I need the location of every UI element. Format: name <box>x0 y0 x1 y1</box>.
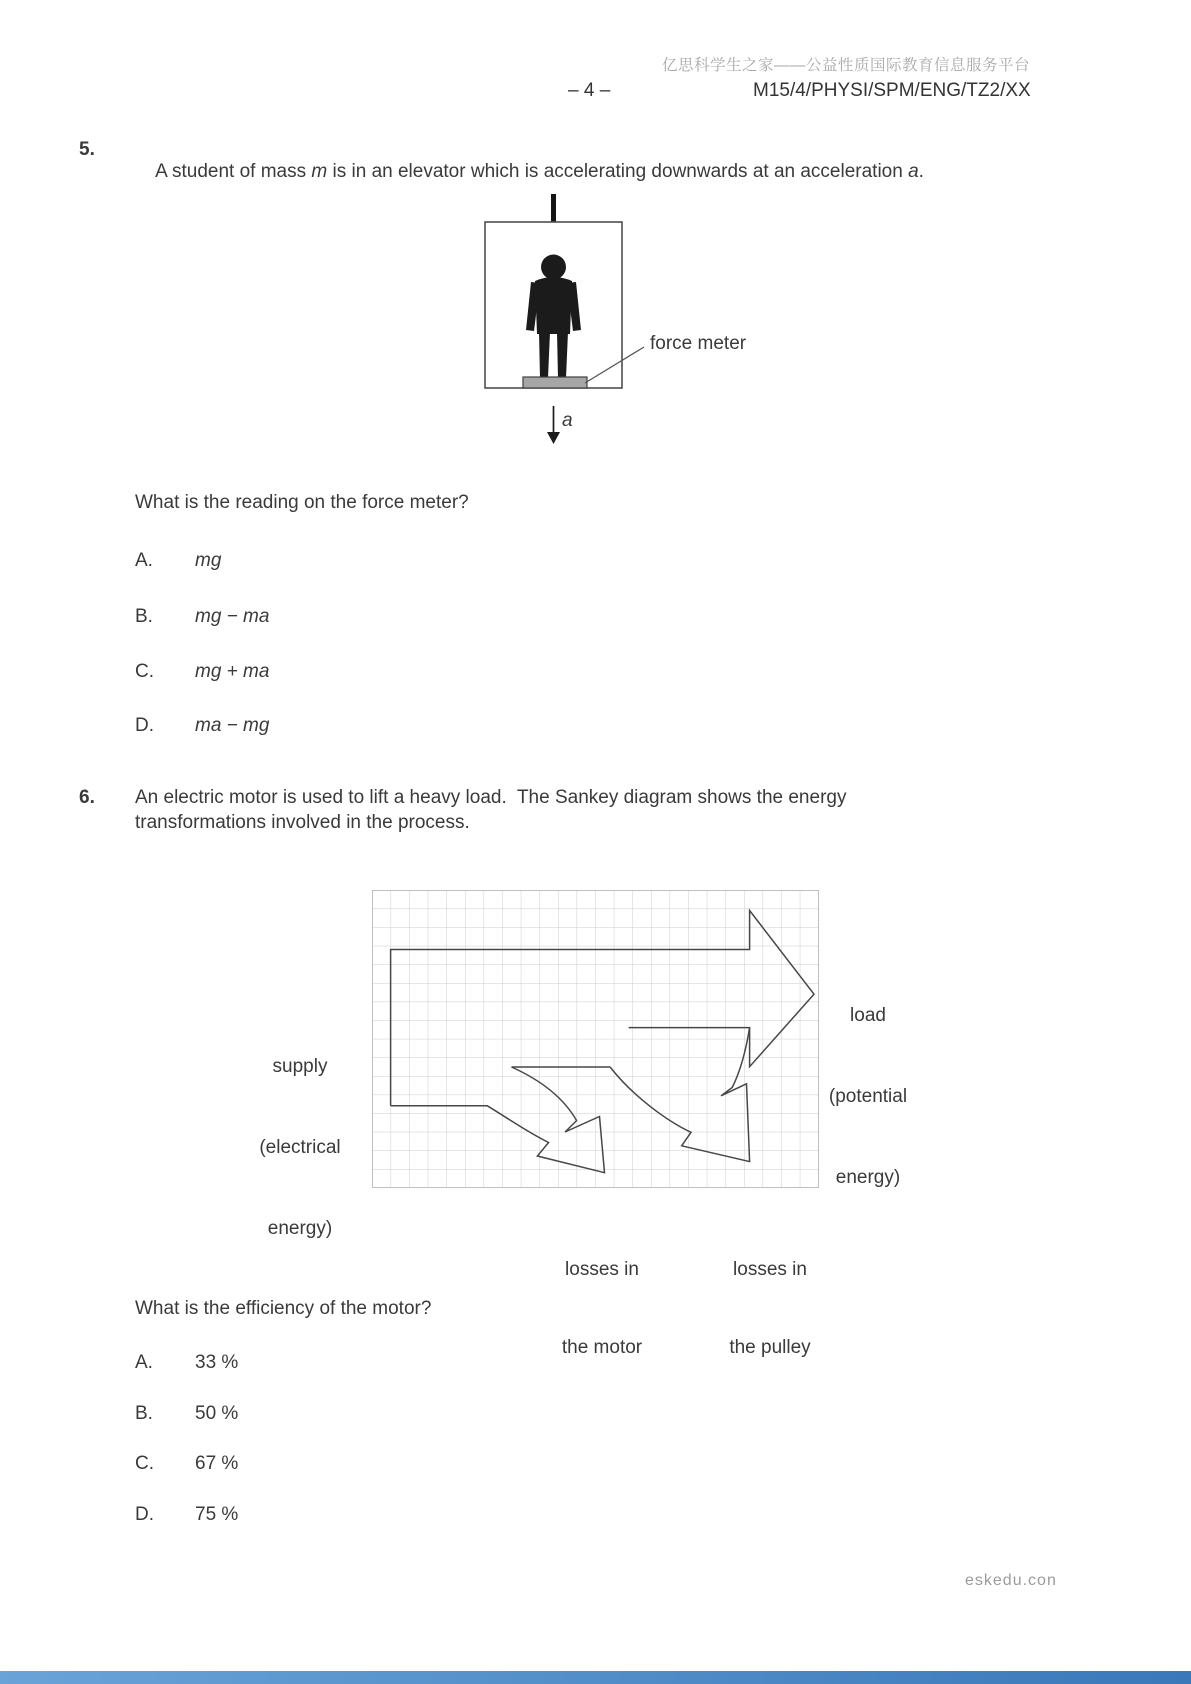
q6-option-d-value: 75 % <box>195 1504 239 1525</box>
q5-question: What is the reading on the force meter? <box>135 492 469 513</box>
losses-motor-line1: losses in <box>565 1259 639 1280</box>
q5-stem-var-m: m <box>311 161 328 182</box>
watermark: eskedu.con <box>965 1572 1057 1589</box>
acceleration-arrow-head <box>547 432 560 444</box>
q5-option-a-value: mg <box>195 550 222 571</box>
losses-pulley-line1: losses in <box>733 1259 807 1280</box>
load-label <box>788 948 948 1245</box>
q6-stem-line1: An electric motor is used to lift a heavy load. The Sankey diagram shows the energy <box>135 787 847 808</box>
load-label-line2: (potential <box>828 1086 908 1107</box>
q5-option-a-letter: A. <box>135 550 153 571</box>
q6-option-a-letter: A. <box>135 1352 153 1373</box>
q6-option-a-value: 33 % <box>195 1352 239 1373</box>
q5-number: 5. <box>79 139 95 160</box>
q5-option-b-value: mg − ma <box>195 606 270 627</box>
losses-pulley-line2: the pulley <box>729 1337 811 1358</box>
q5-stem-var-a: a <box>908 161 919 182</box>
acceleration-label: a <box>562 410 573 431</box>
q5-option-c-letter: C. <box>135 661 154 682</box>
page-number: – 4 – <box>568 80 611 101</box>
supply-label-line1: supply <box>272 1056 328 1077</box>
page-footer-bar <box>0 1671 1191 1684</box>
q5-option-c-value: mg + ma <box>195 661 270 682</box>
force-meter-label: force meter <box>650 333 747 354</box>
elevator-diagram <box>420 170 820 460</box>
q5-stem-part1: A student of mass <box>155 161 312 182</box>
q6-question: What is the efficiency of the motor? <box>135 1298 432 1319</box>
student-head <box>541 255 566 280</box>
q6-option-b-value: 50 % <box>195 1403 239 1424</box>
q6-option-b-letter: B. <box>135 1403 153 1424</box>
q5-option-b-letter: B. <box>135 606 153 627</box>
q6-option-d-letter: D. <box>135 1504 154 1525</box>
losses-pulley-label <box>690 1205 850 1413</box>
q5-stem-part3: . <box>918 161 924 182</box>
load-label-line1: load <box>850 1005 886 1026</box>
sankey-diagram <box>372 890 819 1188</box>
q5-option-d-value: ma − mg <box>195 715 270 736</box>
q6-option-c-letter: C. <box>135 1453 154 1474</box>
q5-stem-part2: is in an elevator which is accelerating downwards at an acceleration <box>327 161 909 182</box>
q6-stem-line2: transformations involved in the process. <box>135 812 470 833</box>
supply-label <box>210 999 390 1296</box>
losses-motor-label <box>522 1205 682 1413</box>
load-label-line3: energy) <box>835 1167 901 1188</box>
paper-code: M15/4/PHYSI/SPM/ENG/TZ2/XX <box>753 80 1031 101</box>
force-meter-platform <box>523 377 587 388</box>
q6-option-c-value: 67 % <box>195 1453 239 1474</box>
sankey-grid <box>373 891 819 1188</box>
q6-number: 6. <box>79 787 95 808</box>
losses-motor-line2: the motor <box>561 1337 643 1358</box>
supply-label-line3: energy) <box>267 1218 333 1239</box>
q5-option-d-letter: D. <box>135 715 154 736</box>
student-torso <box>535 277 572 334</box>
supply-label-line2: (electrical <box>259 1137 341 1158</box>
site-banner: 亿思科学生之家——公益性质国际教育信息服务平台 <box>662 57 1031 74</box>
